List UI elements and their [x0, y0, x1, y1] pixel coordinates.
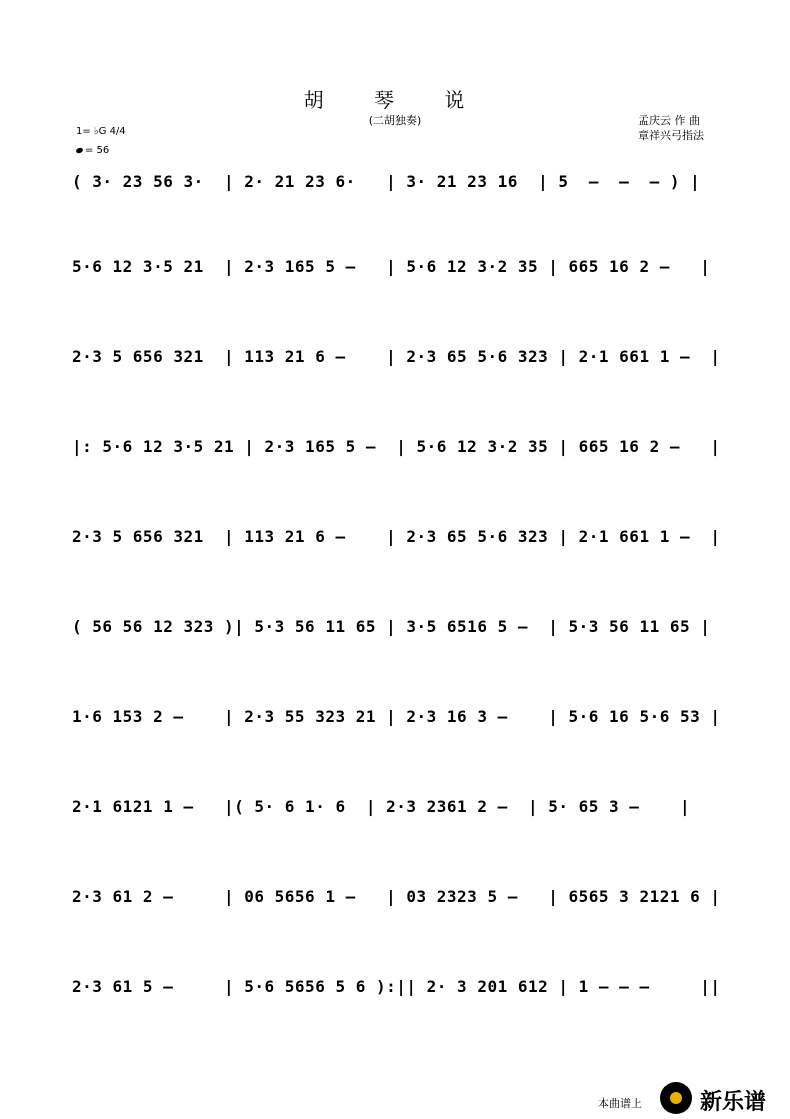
score-row	[72, 785, 732, 845]
tempo-value: = 56	[85, 145, 110, 156]
record-label-icon	[670, 1092, 682, 1104]
row-notation: ( 56 56 12 323 )| 5·3 56 11 65 | 3·5 6516 5 – | 5·3 56 11 65 |	[72, 617, 711, 636]
tempo-marking	[76, 145, 109, 156]
row-notation: |: 5·6 12 3·5 21 | 2·3 165 5 – | 5·6 12 3·2 35 | 665 16 2 – |	[72, 437, 721, 456]
score-row	[72, 875, 732, 935]
row-notation: 2·3 61 2 – | 06 5656 1 – | 03 2323 5 – | 6565 3 2121 6 |	[72, 887, 721, 906]
composer-credit: 孟庆云 作 曲	[638, 114, 700, 127]
score-row	[72, 605, 732, 665]
footer-caption: 本曲谱上	[598, 1097, 642, 1110]
arranger-credit: 章祥兴弓指法	[638, 129, 704, 142]
row-notation: ( 3· 23 56 3· | 2· 21 23 6· | 3· 21 23 16 | 5 – – – ) |	[72, 172, 701, 191]
row-notation: 2·3 61 5 – | 5·6 5656 5 6 ):|| 2· 3 201 612 | 1 – – – ||	[72, 977, 721, 996]
score-row	[72, 160, 732, 220]
key-signature: 1= ♭G 4/4	[76, 126, 126, 137]
score-row	[72, 245, 732, 305]
page-subtitle: (二胡独奏)	[368, 114, 422, 127]
site-logo-text: 新乐谱	[700, 1090, 767, 1115]
score-row	[72, 515, 732, 575]
score-row	[72, 695, 732, 755]
score-row	[72, 965, 732, 1025]
row-notation: 5·6 12 3·5 21 | 2·3 165 5 – | 5·6 12 3·2 35 | 665 16 2 – |	[72, 257, 711, 276]
row-notation: 1·6 153 2 – | 2·3 55 323 21 | 2·3 16 3 – | 5·6 16 5·6 53 |	[72, 707, 721, 726]
row-notation: 2·3 5 656 321 | 113 21 6 – | 2·3 65 5·6 323 | 2·1 661 1 – |	[72, 527, 721, 546]
row-notation: 2·1 6121 1 – |( 5· 6 1· 6 | 2·3 2361 2 – | 5· 65 3 – |	[72, 797, 691, 816]
score-row	[72, 335, 732, 395]
row-notation: 2·3 5 656 321 | 113 21 6 – | 2·3 65 5·6 323 | 2·1 661 1 – |	[72, 347, 721, 366]
score-row	[72, 425, 732, 485]
quarter-note-icon	[75, 146, 83, 153]
page-title: 胡 琴 说	[303, 88, 487, 112]
